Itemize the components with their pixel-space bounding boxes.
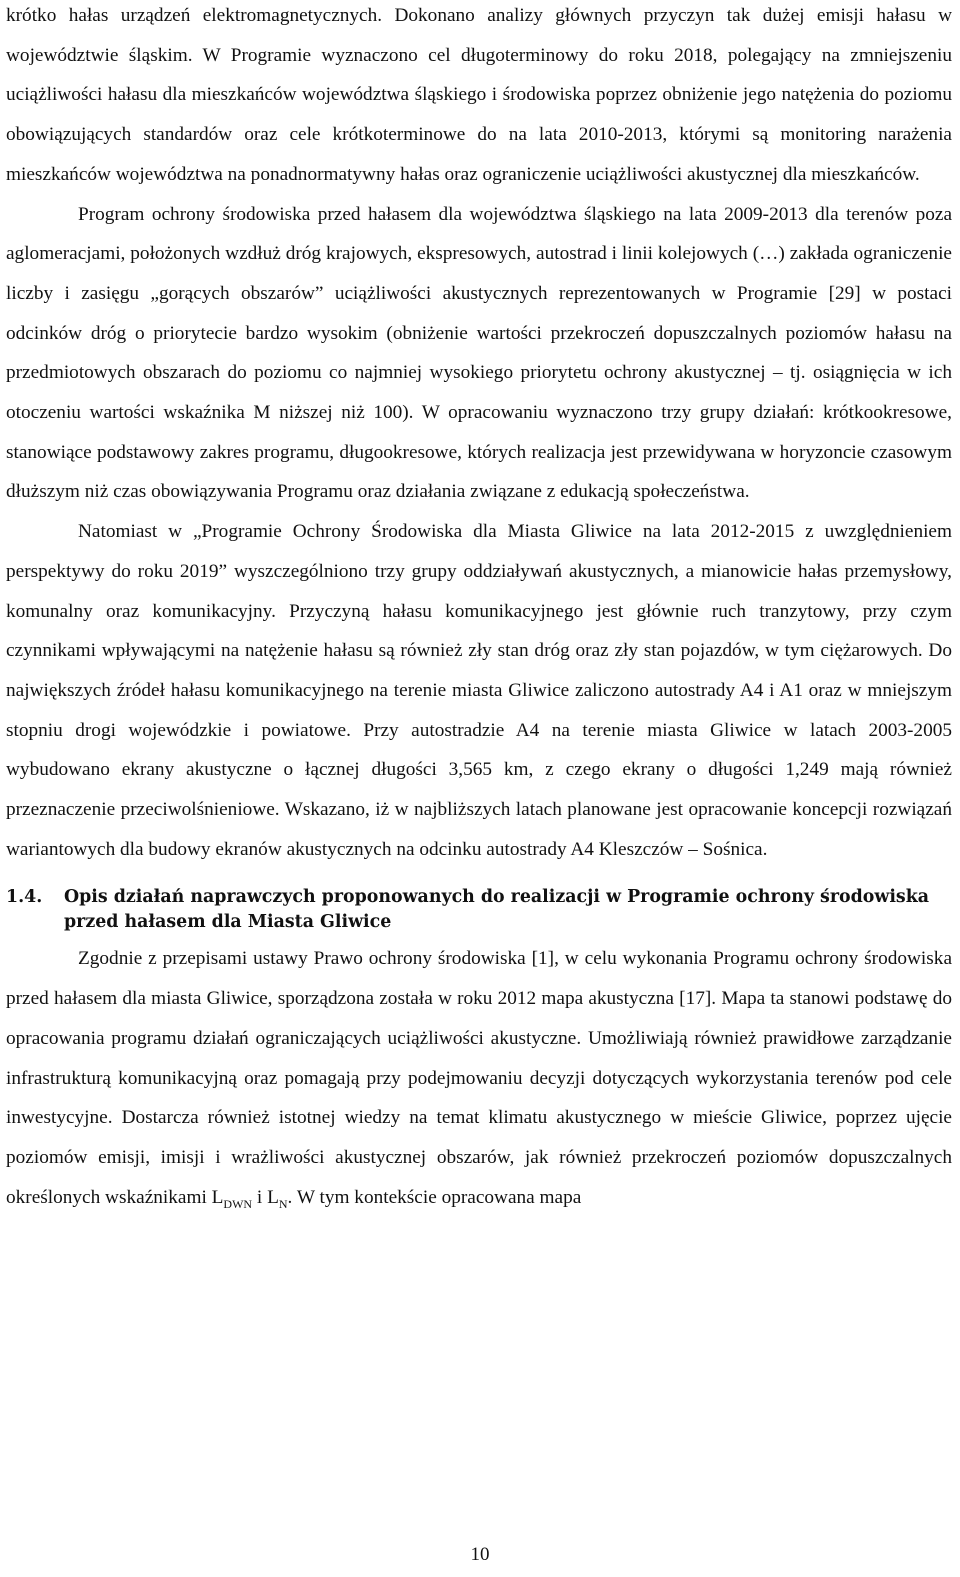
document-page — [6, 0, 952, 1217]
section-title: Opis działań naprawczych proponowanych do realizacji w Programie ochrony środowiska przed hałasem dla Miasta Gliwice — [64, 887, 930, 933]
section-heading — [6, 885, 952, 935]
paragraph-noise-causes: krótko hałas urządzeń elektromagnetycznych. Dokonano analizy głównych przyczyn tak dużej emisji hałasu w województwie śląskim. W Programie wyznaczono cel długoterminowy do roku 2018, polegający na zmniejszeniu uciążliwości hałasu dla mieszkańców województwa śląskiego i środowiska poprzez obniżenie jego natężenia do poziomu obowiązujących standardów oraz cele krótkoterminowe do na lata 2010-2013, którymi są monitoring narażenia mieszkańców województwa na ponadnormatywny hałas oraz ograniczenie uciążliwości akustycznej dla mieszkańców. — [6, 5, 952, 185]
paragraph-silesia-program: Program ochrony środowiska przed hałasem dla województwa śląskiego na lata 2009-2013 dla terenów poza aglomeracjami, położonych wzdłuż dróg krajowych, ekspresowych, autostrad i linii kolejowych (…) zakłada ograniczenie liczby i zasięgu „gorących obszarów” uciążliwości akustycznych reprezentowanych w Programie [29] w postaci odcinków dróg o priorytecie bardzo wysokim (obniżenie wartości przekroczeń dopuszczalnych poziomów hałasu na przedmiotowych obszarach do poziomu co najmniej wysokiego priorytetu ochrony akustycznej – tj. osiągnięcia w ich otoczeniu wartości wskaźnika M niższej niż 100). W opracowaniu wyznaczono trzy grupy działań: krótkookresowe, stanowiące podstawowy zakres programu, długookresowe, których realizacja jest przewidywana w horyzoncie czasowym dłuższym niż czas obowiązywania Programu oraz działania związane z edukacją społeczeństwa. — [6, 203, 952, 503]
subscript-n: N — [278, 1196, 288, 1211]
section-number: 1.4. — [6, 887, 43, 908]
subscript-dwn: DWN — [223, 1196, 253, 1211]
acoustic-map-text-mid: i L — [252, 1186, 279, 1208]
paragraph-acoustic-map — [6, 939, 952, 1217]
acoustic-map-text-end: . W tym kontekście opracowana mapa — [287, 1186, 582, 1208]
acoustic-map-text: Zgodnie z przepisami ustawy Prawo ochrony środowiska [1], w celu wykonania Programu ochrony środowiska przed hałasem dla miasta Gliwice, sporządzona została w roku 2012 mapa akustyczna [17]. Mapa ta stanowi podstawę do opracowania programu działań ograniczających uciążliwości akustyczne. Umożliwiają również prawidłowe zarządzanie infrastrukturą komunikacyjną oraz pomagają przy podejmowaniu decyzji dotyczących wykorzystania terenów pod cele inwestycyjne. Dostarcza również istotnej wiedzy na temat klimatu akustycznego w mieście Gliwice, poprzez ujęcie poziomów emisji, imisji i wrażliwości akustycznej obszarów, jak również przekroczeń poziomów dopuszczalnych określonych wskaźnikami L — [6, 948, 952, 1208]
page-number: 10 — [470, 1544, 490, 1565]
paragraph-gliwice-program: Natomiast w „Programie Ochrony Środowiska dla Miasta Gliwice na lata 2012-2015 z uwzględnieniem perspektywy do roku 2019” wyszczególniono trzy grupy oddziaływań akustycznych, a mianowicie hałas przemysłowy, komunalny oraz komunikacyjny. Przyczyną hałasu komunikacyjnego jest głównie ruch tranzytowy, przy czym czynnikami wpływającymi na natężenie hałasu są również zły stan dróg oraz zły stan pojazdów, w tym ciężarowych. Do największych źródeł hałasu komunikacyjnego na terenie miasta Gliwice zaliczono autostrady A4 i A1 oraz w mniejszym stopniu drogi wojewódzkie i powiatowe. Przy autostradzie A4 na terenie miasta Gliwice w latach 2003-2005 wybudowano ekrany akustyczne o łącznej długości 3,565 km, z czego ekrany o długości 1,249 mają również przeznaczenie przeciwolśnieniowe. Wskazano, iż w najbliższych latach planowane jest opracowanie koncepcji rozwiązań wariantowych dla budowy ekranów akustycznych na odcinku autostrady A4 Kleszczów – Sośnica. — [6, 521, 952, 860]
